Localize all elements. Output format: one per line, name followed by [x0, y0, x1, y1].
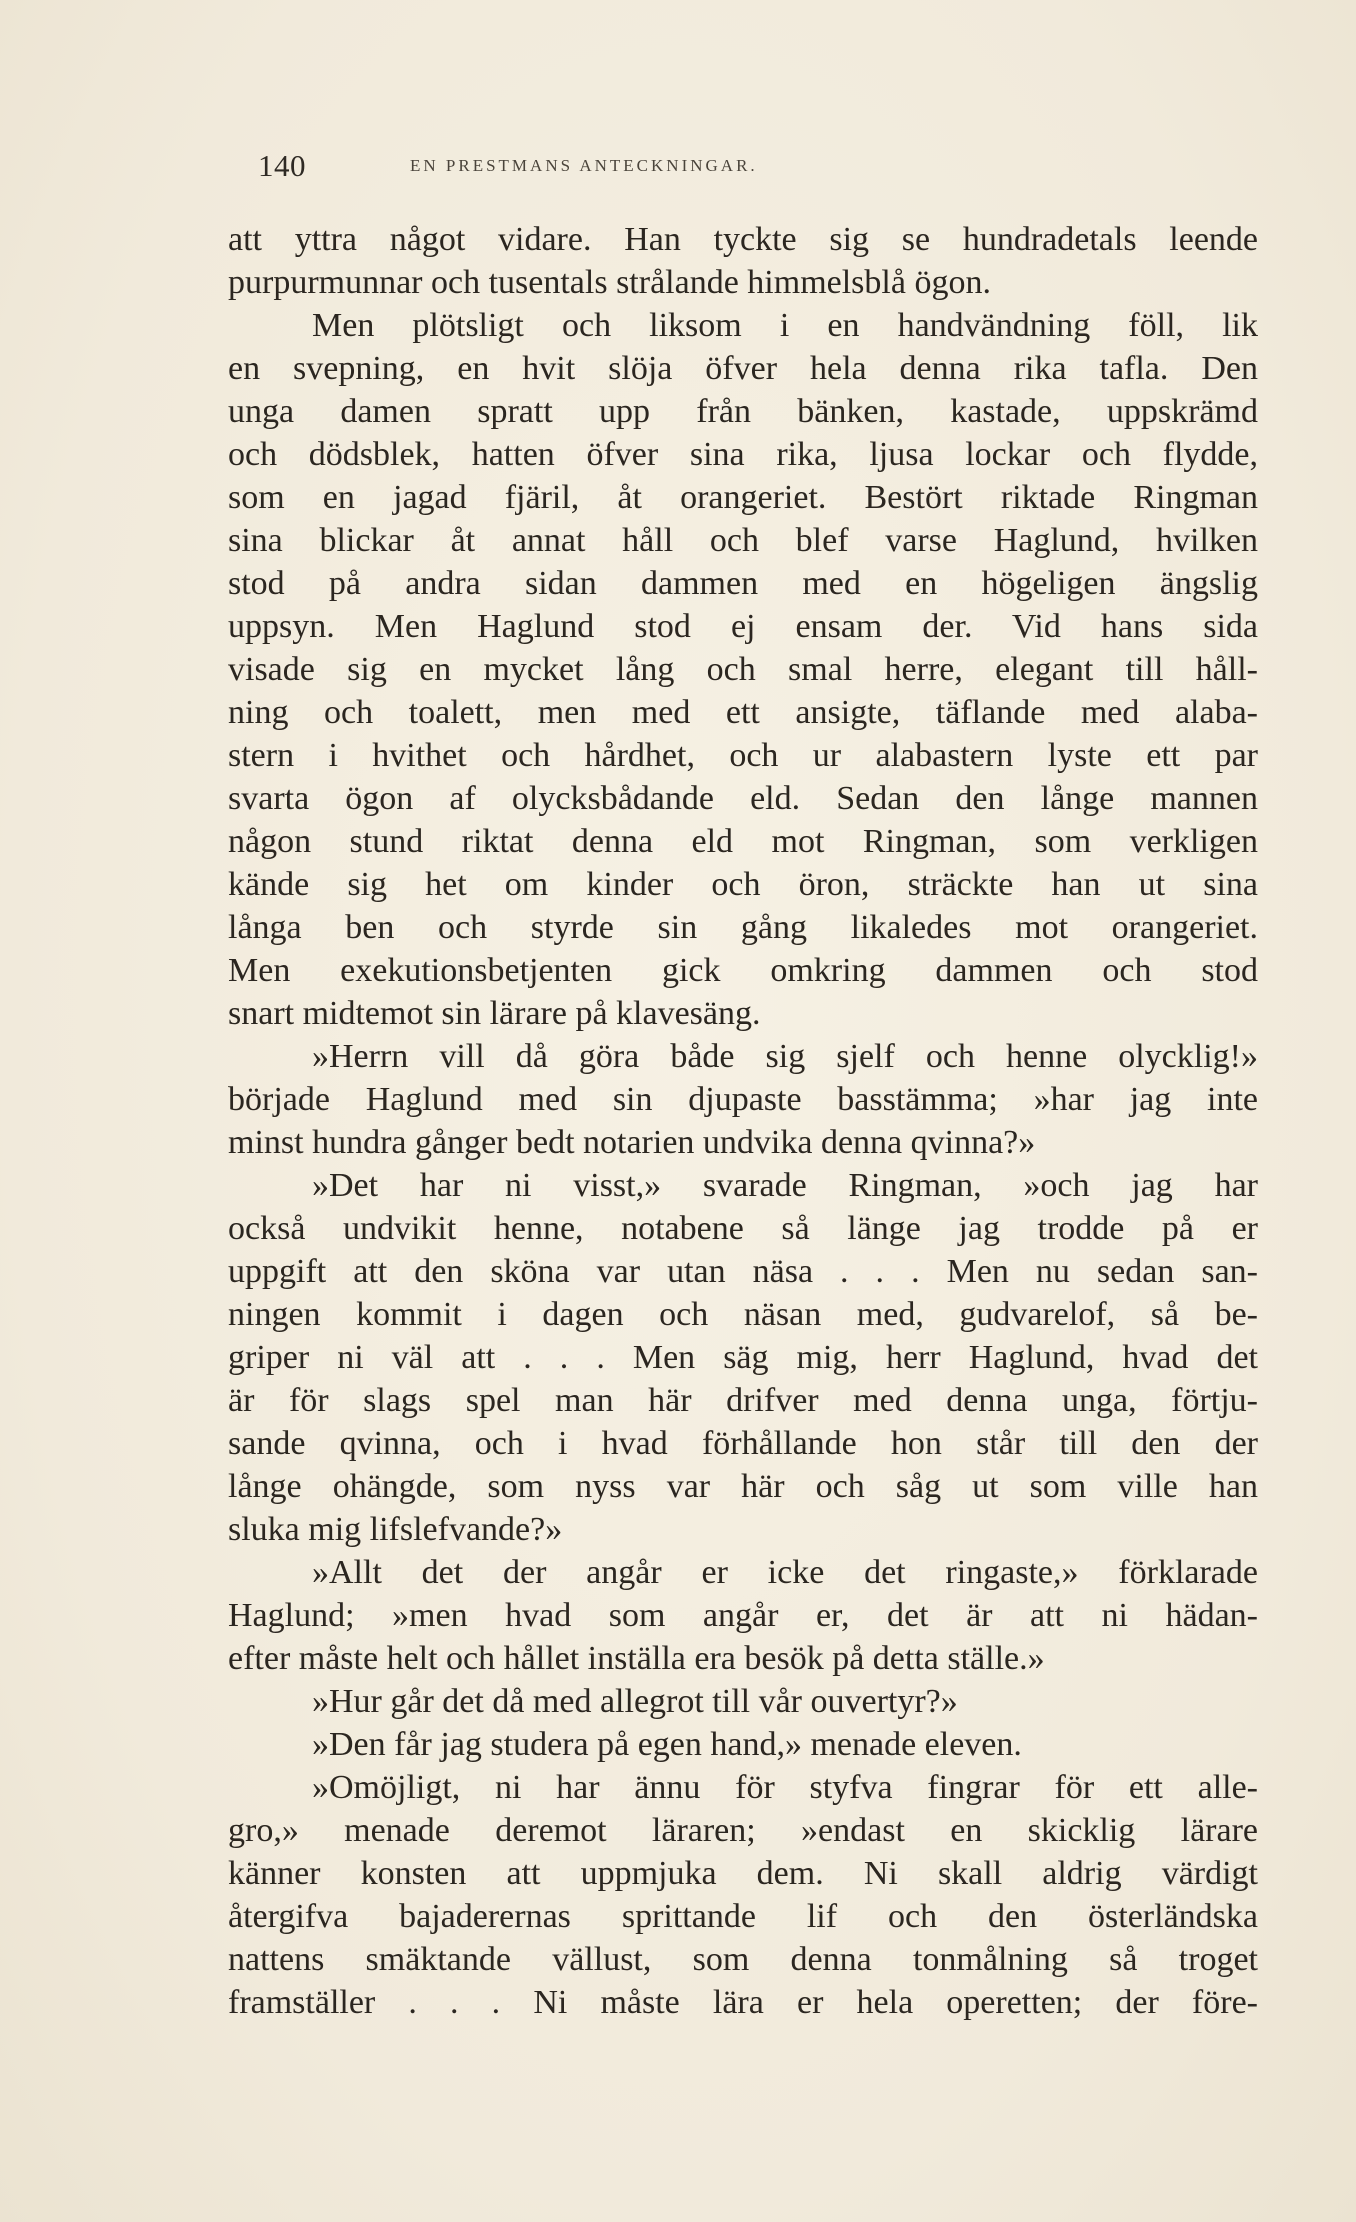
text-line: gro,» menade deremot läraren; »endast en skicklig lärare [228, 1812, 1258, 1849]
text-line: långa ben och styrde sin gång likaledes mot orangeriet. [228, 909, 1258, 946]
text-line: Men plötsligt och liksom i en handvändning föll, lik [312, 307, 1258, 344]
text-line: ningen kommit i dagen och näsan med, gudvarelof, så be- [228, 1296, 1258, 1333]
text-line: »Herrn vill då göra både sig sjelf och henne olycklig!» [312, 1038, 1258, 1075]
text-line: långe ohängde, som nyss var här och såg ut som ville han [228, 1468, 1258, 1505]
text-line: visade sig en mycket lång och smal herre, elegant till håll- [228, 651, 1258, 688]
text-line: kände sig het om kinder och öron, sträckte han ut sina [228, 866, 1258, 903]
text-line: uppsyn. Men Haglund stod ej ensam der. Vid hans sida [228, 608, 1258, 645]
text-line: en svepning, en hvit slöja öfver hela denna rika tafla. Den [228, 350, 1258, 387]
text-line: någon stund riktat denna eld mot Ringman, som verkligen [228, 823, 1258, 860]
text-line: snart midtemot sin lärare på klavesäng. [228, 995, 761, 1032]
text-line: sande qvinna, och i hvad förhållande hon står till den der [228, 1425, 1258, 1462]
text-line: framställer . . . Ni måste lära er hela operetten; der före- [228, 1984, 1258, 2021]
text-line: att yttra något vidare. Han tyckte sig se hundradetals leende [228, 221, 1258, 258]
text-line: »Allt det der angår er icke det ringaste,» förklarade [312, 1554, 1258, 1591]
text-line: minst hundra gånger bedt notarien undvika denna qvinna?» [228, 1124, 1036, 1161]
text-line: »Den får jag studera på egen hand,» menade eleven. [312, 1726, 1022, 1763]
text-line: stod på andra sidan dammen med en högeligen ängslig [228, 565, 1258, 602]
text-line: »Hur går det då med allegrot till vår ouvertyr?» [312, 1683, 958, 1720]
text-line: som en jagad fjäril, åt orangeriet. Bestört riktade Ringman [228, 479, 1258, 516]
text-line: »Omöjligt, ni har ännu för styfva fingrar för ett alle- [312, 1769, 1258, 1806]
text-line: uppgift att den sköna var utan näsa . . . Men nu sedan san- [228, 1253, 1258, 1290]
text-line: är för slags spel man här drifver med denna unga, förtju- [228, 1382, 1258, 1419]
text-line: Men exekutionsbetjenten gick omkring dammen och stod [228, 952, 1258, 989]
body-text [228, 218, 1258, 2024]
text-line: efter måste helt och hållet inställa era besök på detta ställe.» [228, 1640, 1045, 1677]
running-head: EN PRESTMANS ANTECKNINGAR. [410, 156, 758, 175]
text-line: också undvikit henne, notabene så länge jag trodde på er [228, 1210, 1258, 1247]
text-line: återgifva bajaderernas sprittande lif och den österländska [228, 1898, 1258, 1935]
text-line: och dödsblek, hatten öfver sina rika, ljusa lockar och flydde, [228, 436, 1258, 473]
text-line: började Haglund med sin djupaste basstämma; »har jag inte [228, 1081, 1258, 1118]
text-line: purpurmunnar och tusentals strålande himmelsblå ögon. [228, 264, 991, 301]
text-line: svarta ögon af olycksbådande eld. Sedan den långe mannen [228, 780, 1258, 817]
text-line: stern i hvithet och hårdhet, och ur alabastern lyste ett par [228, 737, 1258, 774]
text-line: »Det har ni visst,» svarade Ringman, »och jag har [312, 1167, 1258, 1204]
text-line: ning och toalett, men med ett ansigte, täflande med alaba- [228, 694, 1258, 731]
page-number: 140 [258, 148, 306, 183]
text-line: känner konsten att uppmjuka dem. Ni skall aldrig värdigt [228, 1855, 1258, 1892]
text-line: griper ni väl att . . . Men säg mig, herr Haglund, hvad det [228, 1339, 1258, 1376]
text-line: Haglund; »men hvad som angår er, det är att ni hädan- [228, 1597, 1258, 1634]
page-header [258, 148, 1228, 188]
text-line: nattens smäktande vällust, som denna tonmålning så troget [228, 1941, 1258, 1978]
text-line: sluka mig lifslefvande?» [228, 1511, 563, 1548]
text-line: sina blickar åt annat håll och blef varse Haglund, hvilken [228, 522, 1258, 559]
text-line: unga damen spratt upp från bänken, kastade, uppskrämd [228, 393, 1258, 430]
